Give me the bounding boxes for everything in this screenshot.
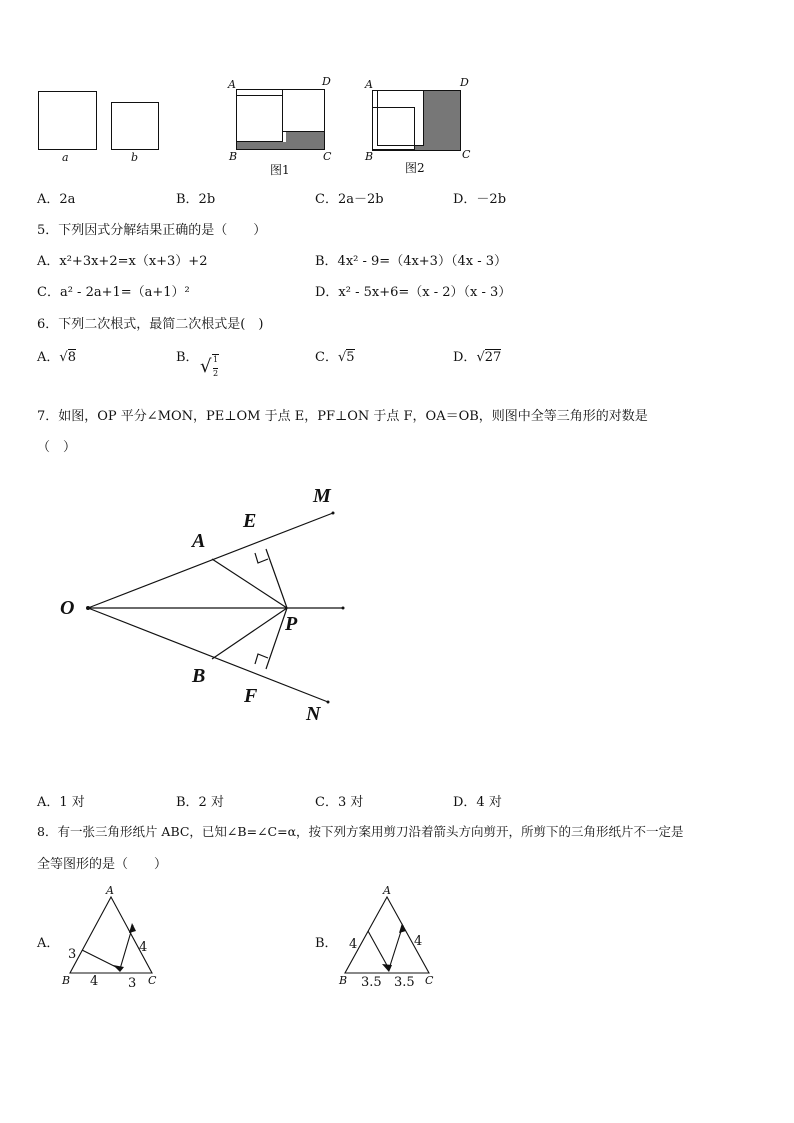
right-angle-f bbox=[255, 654, 268, 664]
q6-question: 6．下列二次根式，最简二次根式是( ) bbox=[37, 317, 264, 332]
ray-om bbox=[88, 513, 333, 608]
fig2-label-a: A bbox=[365, 78, 373, 91]
right-angle-e bbox=[255, 553, 268, 563]
q7-option-c[interactable]: C．3 对 bbox=[315, 795, 364, 810]
q7-point-n: N bbox=[306, 703, 321, 725]
q7-option-a[interactable]: A．1 对 bbox=[37, 795, 85, 810]
q5-option-b[interactable]: B．4x² - 9=（4x+3）（4x - 3） bbox=[315, 254, 507, 269]
q8-figa-point-b: B bbox=[62, 974, 71, 987]
q8-figb-base-3-5-left: 3.5 bbox=[361, 975, 382, 990]
q8-figa-point-a: A bbox=[106, 884, 114, 897]
q5-question: 5．下列因式分解结果正确的是（ ） bbox=[37, 223, 267, 238]
q8-question-line1: 8．有一张三角形纸片 ABC，已知∠B=∠C=α，按下列方案用剪刀沿着箭头方向剪开，所剪下的三角形纸片不一定是 bbox=[37, 824, 684, 839]
segment-bp bbox=[212, 608, 287, 659]
fig2-label-b: B bbox=[365, 150, 374, 163]
fig1-caption: 图1 bbox=[270, 163, 290, 177]
q8-question-line2: 全等图形的是（ ） bbox=[37, 857, 168, 872]
q8-figb-point-c: C bbox=[425, 974, 434, 987]
q6-option-d-radicand: 27 bbox=[484, 350, 502, 365]
q7-option-b[interactable]: B．2 对 bbox=[176, 795, 224, 810]
q8-figa-base-3: 3 bbox=[128, 976, 137, 991]
q8-option-b[interactable]: B． bbox=[315, 936, 338, 951]
q8-figb-base-3-5-right: 3.5 bbox=[394, 975, 415, 990]
q8-figure-b bbox=[335, 885, 445, 985]
q7-point-f: F bbox=[244, 685, 258, 707]
q6-option-b[interactable] bbox=[176, 346, 236, 386]
q7-point-a: A bbox=[192, 530, 206, 552]
q4-option-c[interactable]: C．2a－2b bbox=[315, 192, 384, 207]
figure-2 bbox=[372, 90, 462, 152]
sqrt-icon: √ bbox=[476, 350, 485, 365]
q4-option-d[interactable]: D．－2b bbox=[453, 192, 507, 207]
fig1-label-a: A bbox=[228, 78, 236, 91]
square-a bbox=[38, 91, 97, 150]
q7-point-m: M bbox=[313, 485, 331, 507]
q5-option-c[interactable]: C．a² - 2a+1=（a+1）² bbox=[37, 285, 190, 300]
sqrt-icon: √ bbox=[200, 356, 212, 377]
segment-ep bbox=[266, 549, 287, 608]
q6-option-a-radicand: 8 bbox=[67, 350, 76, 365]
fig1-label-b: B bbox=[229, 150, 238, 163]
q7-point-o: O bbox=[60, 597, 75, 619]
square-b-label: b bbox=[131, 151, 139, 164]
fig2-caption: 图2 bbox=[405, 161, 425, 175]
q4-option-a[interactable]: A．2a bbox=[37, 192, 76, 207]
fig1-label-c: C bbox=[323, 150, 332, 163]
q7-point-e: E bbox=[243, 510, 257, 532]
q6-option-b-denominator: 2 bbox=[213, 369, 219, 378]
q4-figure-row bbox=[0, 0, 794, 185]
q8-figa-side-3: 3 bbox=[68, 947, 77, 962]
q7-point-b: B bbox=[192, 665, 206, 687]
q4-option-b[interactable]: B．2b bbox=[176, 192, 216, 207]
q8-option-a[interactable]: A． bbox=[37, 936, 60, 951]
q7-option-d[interactable]: D．4 对 bbox=[453, 795, 502, 810]
q8-figa-side-4-right: 4 bbox=[139, 940, 148, 955]
sqrt-icon: √ bbox=[337, 350, 347, 365]
q6-option-b-numerator: 1 bbox=[213, 355, 219, 364]
q8-figa-base-4: 4 bbox=[90, 974, 99, 989]
q8-figb-side-4-right: 4 bbox=[414, 934, 423, 949]
q8-figb-side-4-left: 4 bbox=[349, 937, 358, 952]
q6-option-c-radicand: 5 bbox=[346, 350, 355, 365]
figure-1 bbox=[236, 89, 326, 151]
fig2-label-c: C bbox=[462, 148, 471, 161]
q7-point-p: P bbox=[285, 613, 298, 635]
square-a-label: a bbox=[62, 151, 69, 164]
q8-figa-point-c: C bbox=[148, 974, 157, 987]
fig2-label-d: D bbox=[460, 76, 469, 89]
q5-option-d[interactable]: D．x² - 5x+6=（x - 2）（x - 3） bbox=[315, 285, 512, 300]
q8-figb-point-a: A bbox=[383, 884, 391, 897]
q6-option-d[interactable] bbox=[453, 346, 501, 365]
q6-option-a-label: A． bbox=[37, 350, 60, 365]
q6-option-d-label: D． bbox=[453, 350, 477, 365]
q8-figure-a bbox=[60, 885, 170, 985]
sqrt-icon: √ bbox=[59, 350, 68, 365]
q6-option-a[interactable] bbox=[37, 346, 76, 365]
q7-paren: （ ） bbox=[37, 440, 77, 455]
segment-fp bbox=[266, 608, 287, 669]
square-b bbox=[111, 102, 159, 150]
q7-question: 7．如图，OP 平分∠MON，PE⊥OM 于点 E，PF⊥ON 于点 F，OA＝OB，则图中全等三角形的对数是 bbox=[37, 409, 648, 424]
q6-option-b-label: B． bbox=[176, 350, 199, 365]
fig1-label-d: D bbox=[322, 75, 331, 88]
q6-option-c[interactable] bbox=[315, 346, 355, 365]
segment-ap bbox=[212, 559, 287, 608]
q6-option-c-label: C． bbox=[315, 350, 338, 365]
q5-option-a[interactable]: A．x²+3x+2=x（x+3）+2 bbox=[37, 254, 208, 269]
q8-figb-point-b: B bbox=[339, 974, 348, 987]
